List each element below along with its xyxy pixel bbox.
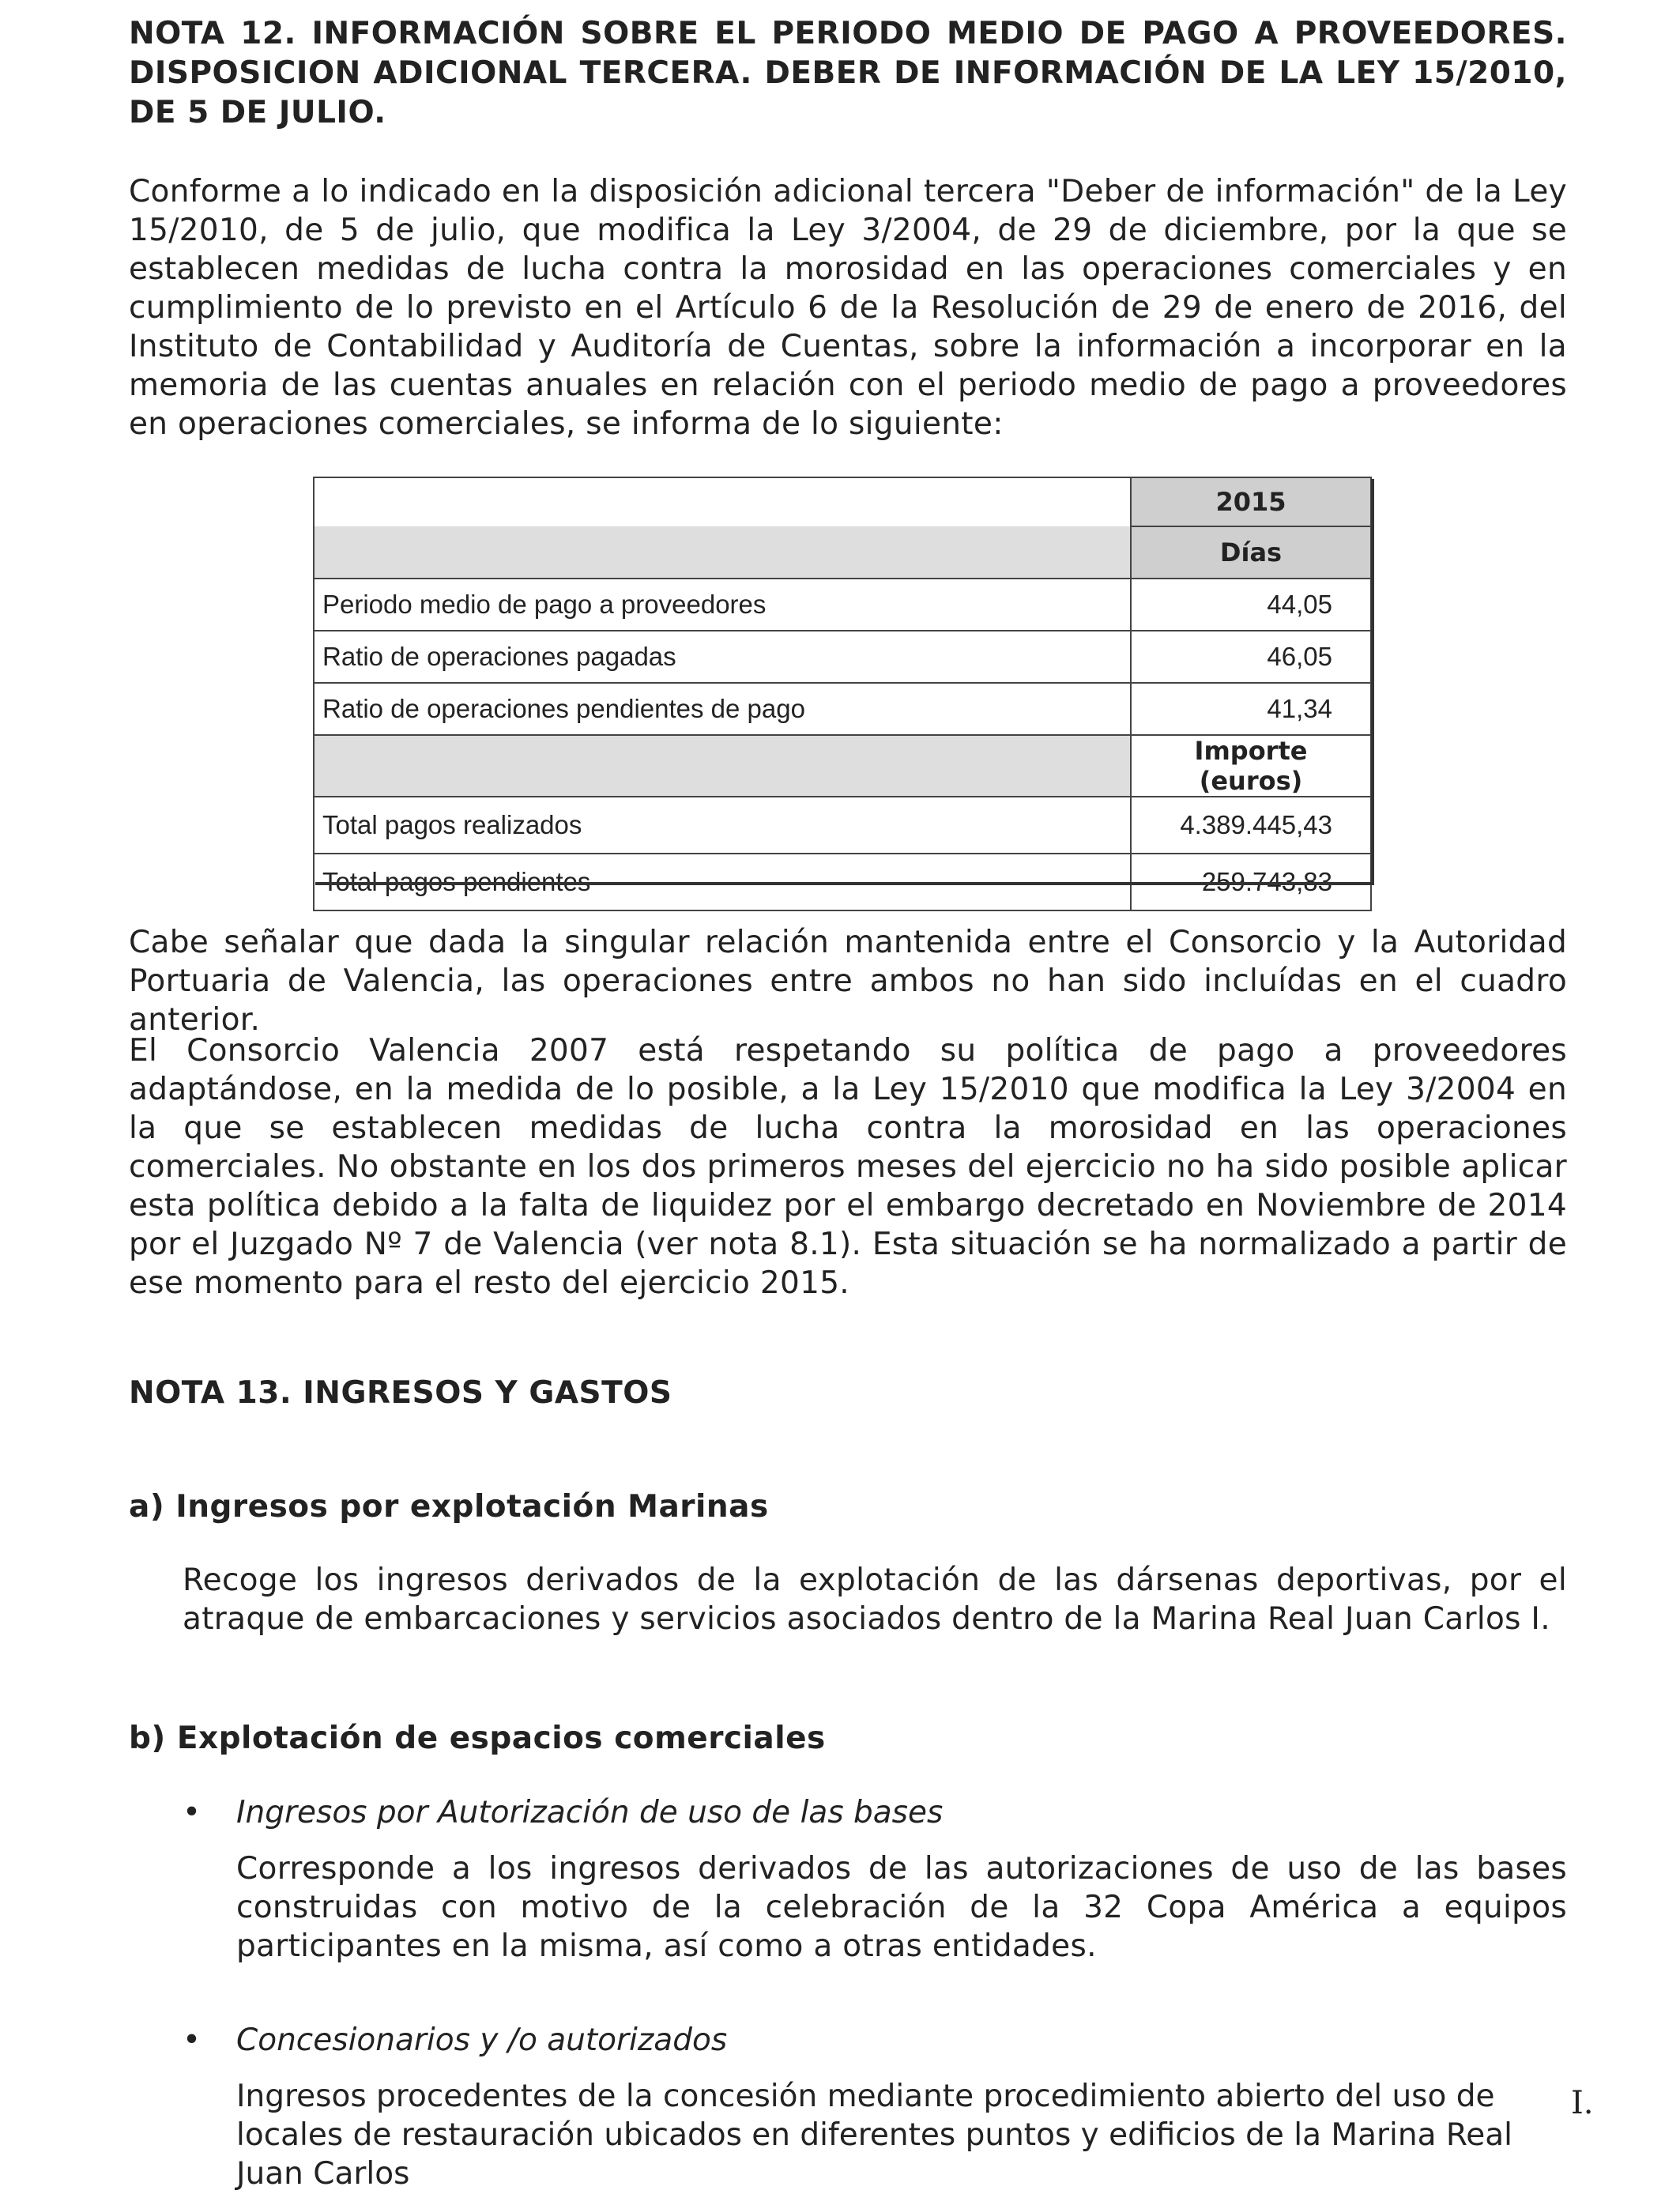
table-row-label: Ratio de operaciones pagadas (314, 631, 1131, 683)
table-row-value: 41,34 (1131, 683, 1371, 735)
nota-12-title: NOTA 12. INFORMACIÓN SOBRE EL PERIODO MEDIO DE PAGO A PROVEEDORES. DISPOSICION ADICIONAL TERCERA. DEBER DE INFORMACIÓN DE LA LEY 15/2010, DE 5 DE JULIO. (129, 16, 1567, 130)
bullet-icon: • (183, 2022, 202, 2058)
table-shaded-cell (314, 526, 1131, 579)
bullet-text-bases: Corresponde a los ingresos derivados de las autorizaciones de uso de las bases construidas con motivo de la celebración de la 32 Copa América a equipos participantes en la misma, así como a otras entidades. (236, 1851, 1567, 1964)
bullet-icon: • (183, 1795, 202, 1830)
table-row-label: Ratio de operaciones pendientes de pago (314, 683, 1131, 735)
table-row (314, 579, 1371, 631)
table-row-value: 46,05 (1131, 631, 1371, 683)
table-row-label: Total pagos realizados (314, 797, 1131, 854)
payment-period-table (313, 477, 1372, 911)
table-row-value: 4.389.445,43 (1131, 797, 1371, 854)
table-row-label: Total pagos pendientes (314, 854, 1131, 910)
table-row (314, 797, 1371, 854)
table-row (314, 854, 1371, 910)
nota-12-note-2: El Consorcio Valencia 2007 está respetando su política de pago a proveedores adaptándose, en la medida de lo posible, a la Ley 15/2010 que modifica la Ley 3/2004 en la que se establecen medidas de lucha contra la morosidad en las operaciones comerciales. No obstante en los dos primeros meses del ejercicio no ha sido posible aplicar esta política debido a la falta de liquidez por el embargo decretado en Noviembre de 2014 por el Juzgado Nº 7 de Valencia (ver nota 8.1). Esta situación se ha normalizado a partir de ese momento para el resto del ejercicio 2015. (129, 1033, 1567, 1301)
section-a-title: a) Ingresos por explotación Marinas (129, 1489, 769, 1525)
bullet-title: Concesionarios y /o autorizados (236, 2022, 728, 2058)
table-shaded-cell (314, 735, 1131, 797)
bullet-text-concesionarios: Ingresos procedentes de la concesión mediante procedimiento abierto del uso de locales de restauración ubicados en diferentes puntos y edificios de la Marina Real Juan Carlos (236, 2079, 1512, 2192)
bullet-title: Ingresos por Autorización de uso de las bases (236, 1795, 944, 1830)
table-days-header: Días (1131, 526, 1371, 579)
table-row (314, 683, 1371, 735)
table-row (314, 631, 1371, 683)
section-b-title: b) Explotación de espacios comerciales (129, 1721, 826, 1756)
table-row-label: Periodo medio de pago a proveedores (314, 579, 1131, 631)
table-year-header: 2015 (1131, 477, 1371, 526)
section-a-text: Recoge los ingresos derivados de la explotación de las dársenas deportivas, por el atraque de embarcaciones y servicios asociados dentro de la Marina Real Juan Carlos I. (183, 1563, 1567, 1637)
nota-12-note-1: Cabe señalar que dada la singular relación mantenida entre el Consorcio y la Autoridad Portuaria de Valencia, las operaciones entre ambos no han sido incluídas en el cuadro anterior. (129, 925, 1567, 1038)
table-amount-header: Importe (euros) (1131, 735, 1371, 797)
table-row-value: 259.743,83 (1131, 854, 1371, 910)
table-row-value: 44,05 (1131, 579, 1371, 631)
bullet-text-tail: I. (1571, 2085, 1594, 2121)
nota-12-intro: Conforme a lo indicado en la disposición adicional tercera "Deber de información" de la Ley 15/2010, de 5 de julio, que modifica la Ley 3/2004, de 29 de diciembre, por la que se establecen medidas de lucha contra la morosidad en las operaciones comerciales y en cumplimiento de lo previsto en el Artículo 6 de la Resolución de 29 de enero de 2016, del Instituto de Contabilidad y Auditoría de Cuentas, sobre la información a incorporar en la memoria de las cuentas anuales en relación con el periodo medio de pago a proveedores en operaciones comerciales, se informa de lo siguiente: (129, 174, 1567, 442)
nota-13-title: NOTA 13. INGRESOS Y GASTOS (129, 1375, 672, 1411)
table-empty-cell (314, 477, 1131, 526)
